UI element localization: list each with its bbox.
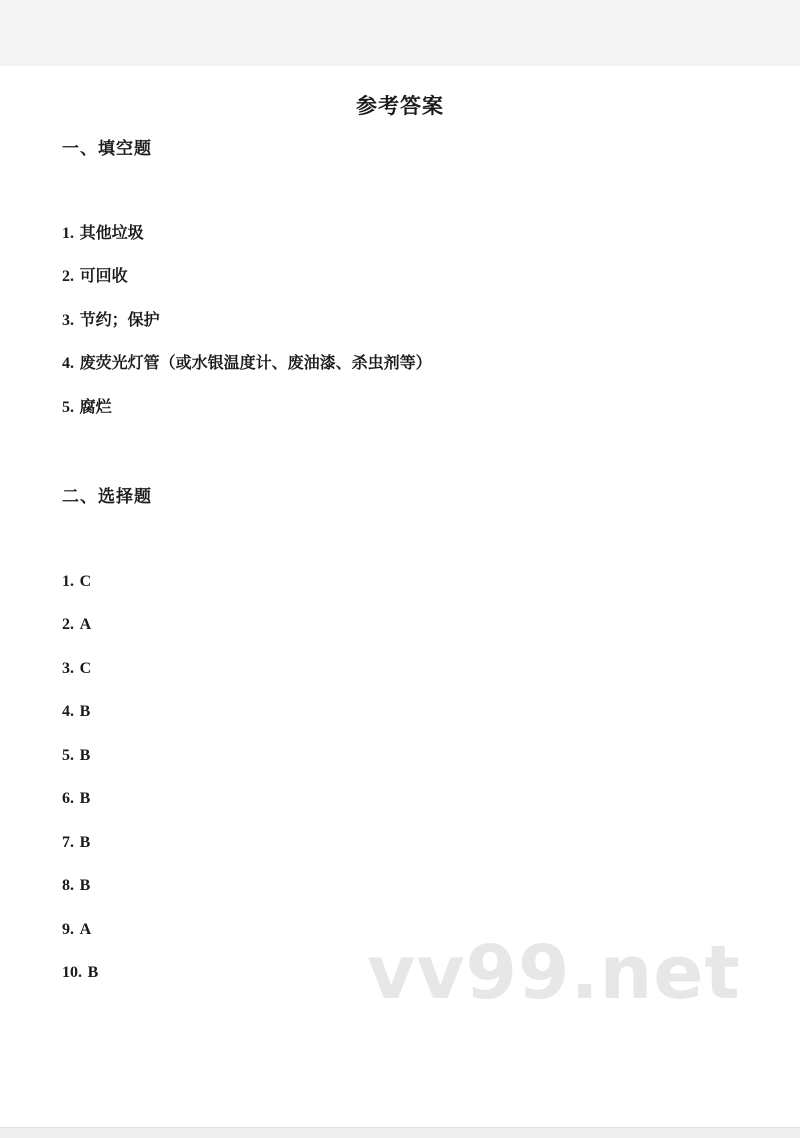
- answer-text: B: [87, 964, 99, 981]
- answer-text: A: [79, 921, 92, 938]
- answer-item: [62, 875, 90, 896]
- answer-text: 废荧光灯管（或水银温度计、废油漆、杀虫剂等）: [79, 353, 432, 372]
- answer-text: A: [79, 616, 92, 633]
- answer-number: 7.: [62, 834, 74, 851]
- answer-number: 10.: [62, 964, 82, 981]
- answer-text: 节约；保护: [79, 310, 160, 329]
- watermark-text: vv99.net: [367, 930, 741, 1016]
- answer-number: 4.: [62, 703, 74, 720]
- answer-text: C: [79, 573, 92, 590]
- answer-item: [62, 266, 128, 287]
- answer-item: [62, 788, 90, 809]
- answer-number: 3.: [62, 660, 74, 677]
- answer-item: [62, 962, 98, 983]
- answer-item: [62, 919, 91, 940]
- answer-text: 腐烂: [79, 397, 112, 416]
- answer-text: B: [79, 747, 91, 764]
- section-heading-multiple-choice: 二、选择题: [62, 487, 152, 507]
- answer-item: [62, 832, 90, 853]
- answer-number: 3.: [62, 312, 74, 329]
- answer-item: [62, 701, 90, 722]
- answer-number: 5.: [62, 399, 74, 416]
- answer-item: [62, 745, 90, 766]
- answer-item: [62, 353, 432, 374]
- answer-text: B: [79, 834, 91, 851]
- answer-number: 5.: [62, 747, 74, 764]
- answer-text: B: [79, 790, 91, 807]
- page-title: 参考答案: [356, 93, 444, 118]
- answer-text: 可回收: [79, 266, 128, 285]
- answer-number: 8.: [62, 877, 74, 894]
- answer-text: B: [79, 877, 91, 894]
- answer-text: B: [79, 703, 91, 720]
- answer-number: 2.: [62, 616, 74, 633]
- answer-number: 1.: [62, 573, 74, 590]
- answer-number: 9.: [62, 921, 74, 938]
- answer-number: 4.: [62, 355, 74, 372]
- answer-number: 1.: [62, 225, 74, 242]
- answer-text: 其他垃圾: [79, 223, 144, 242]
- answer-number: 2.: [62, 268, 74, 285]
- answer-item: [62, 614, 91, 635]
- page-bottom-edge: [0, 1127, 800, 1138]
- answer-item: [62, 310, 160, 331]
- answer-item: [62, 397, 112, 418]
- answer-item: [62, 658, 91, 679]
- answer-item: [62, 571, 91, 592]
- answer-number: 6.: [62, 790, 74, 807]
- answer-text: C: [79, 660, 92, 677]
- section-heading-fill-in: 一、填空题: [62, 139, 152, 159]
- answer-item: [62, 223, 144, 244]
